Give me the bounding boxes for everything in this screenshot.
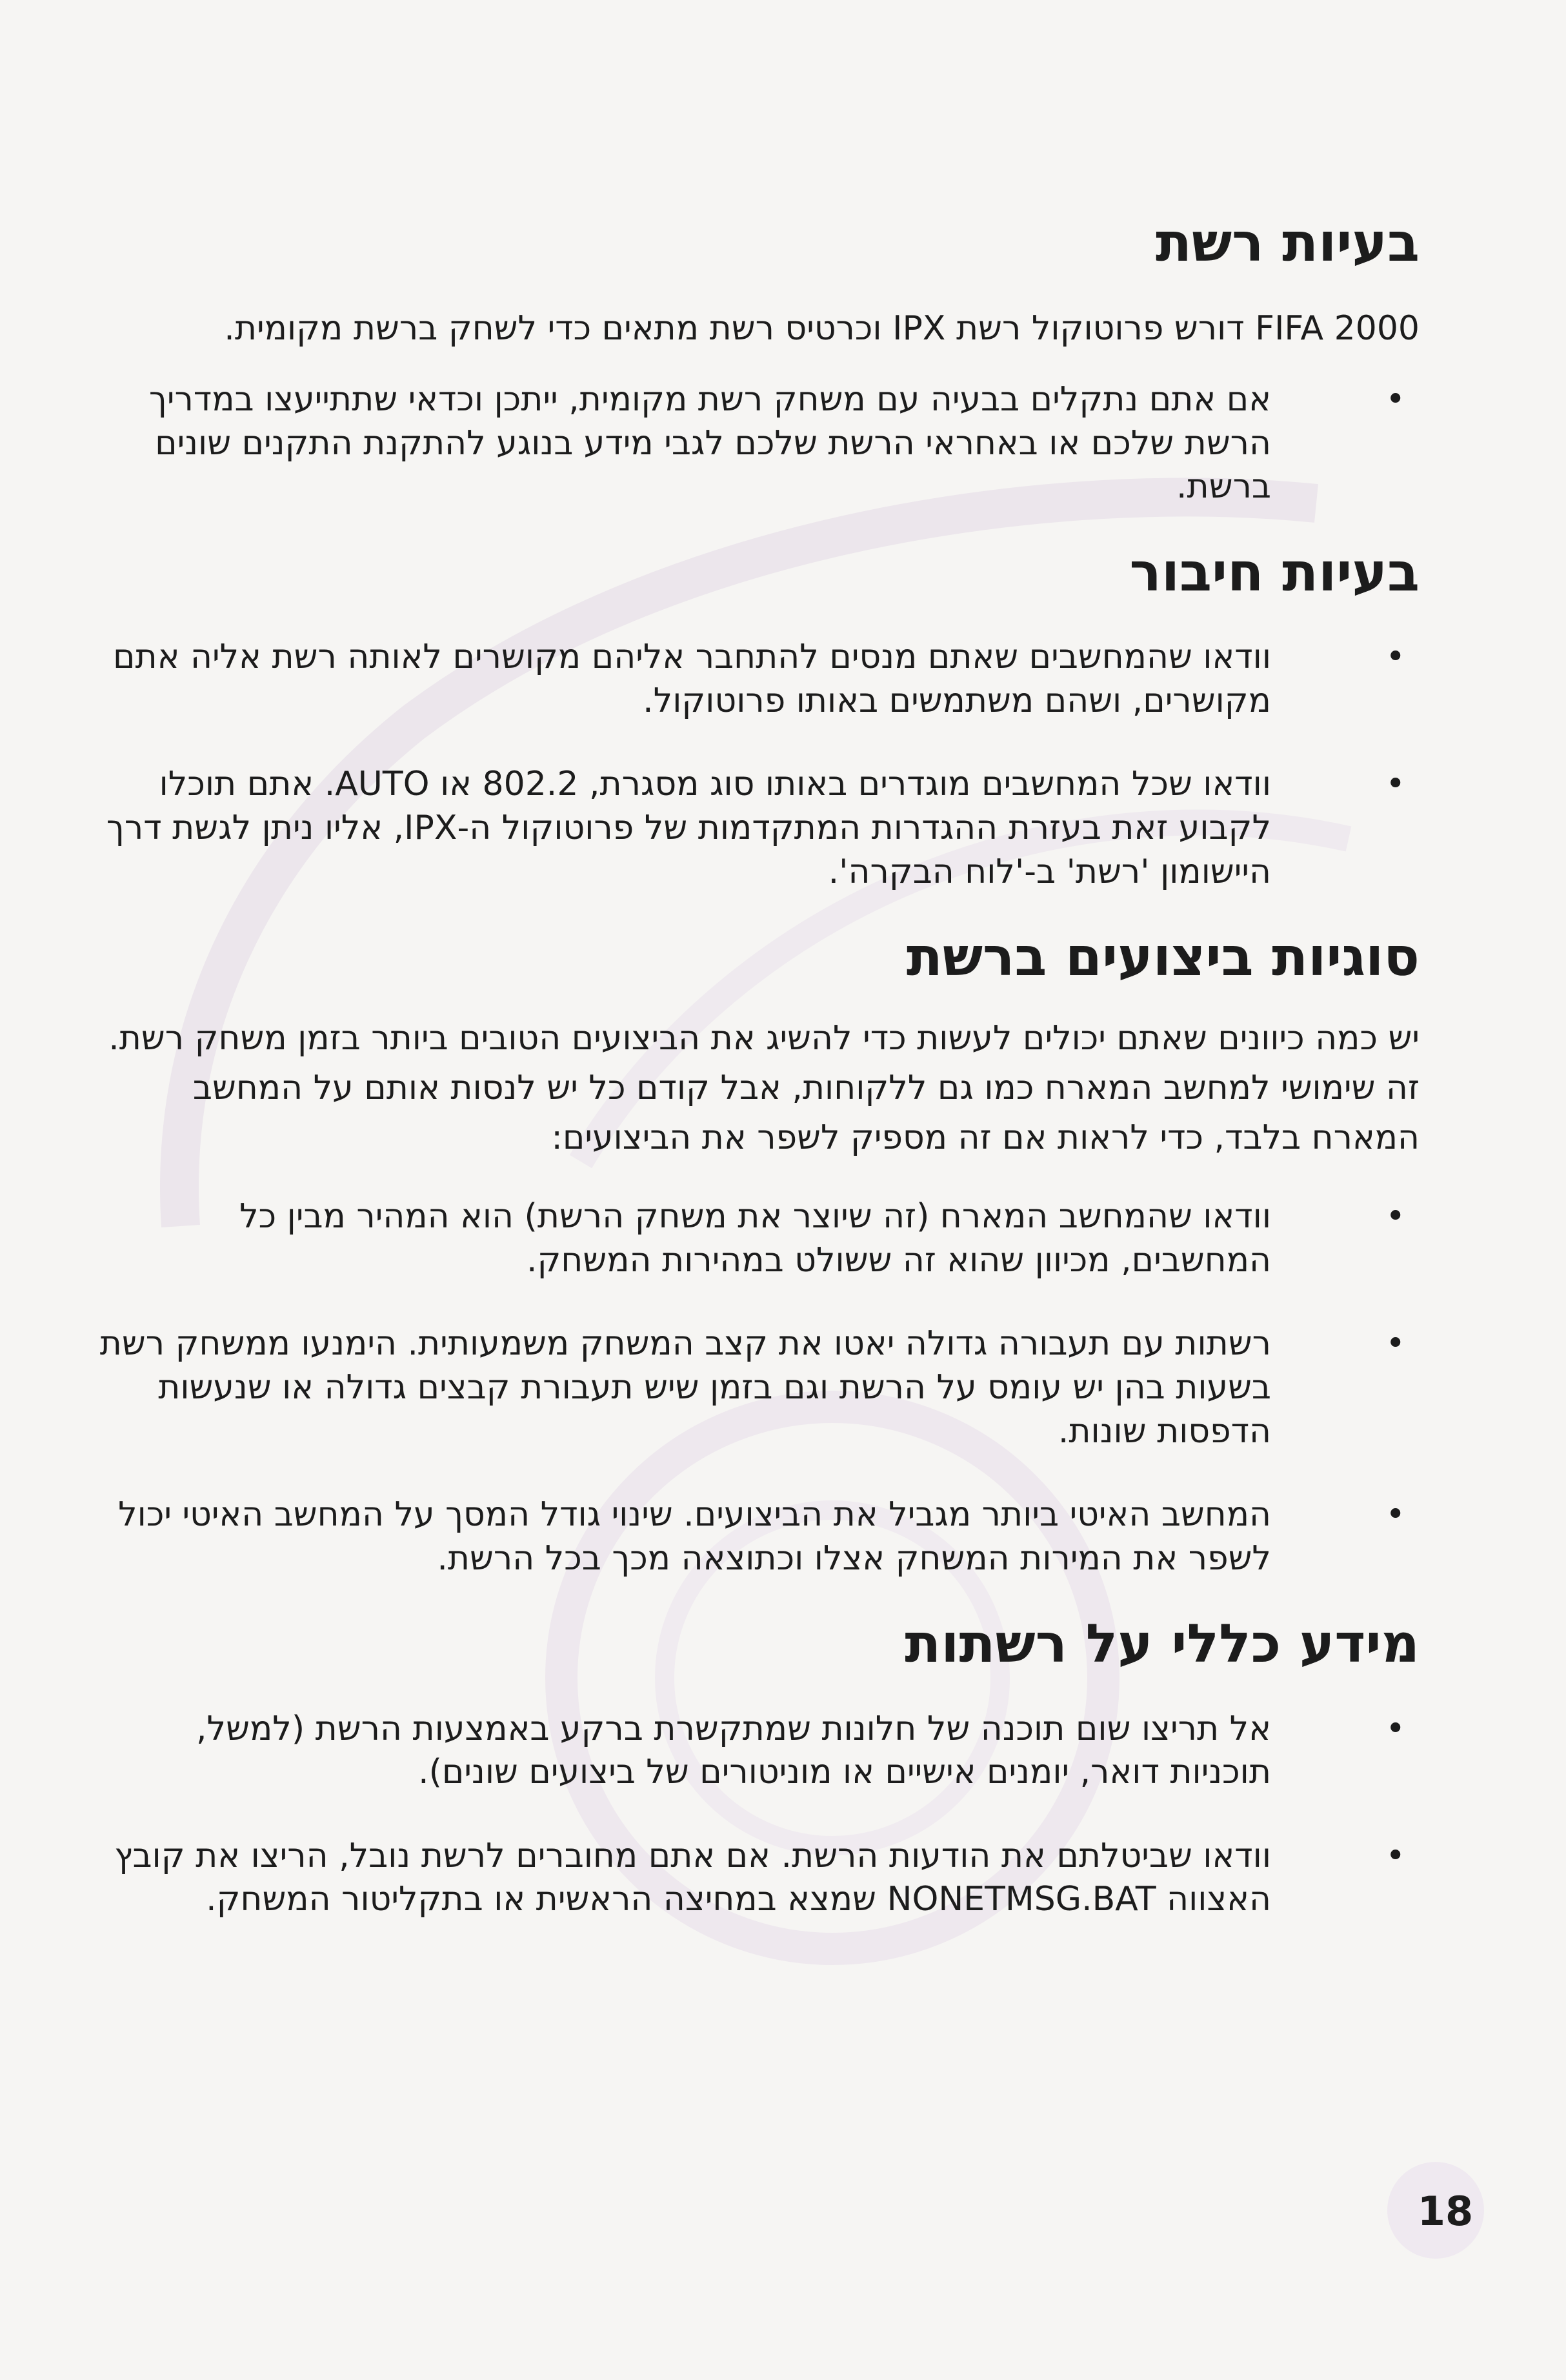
list-item bbox=[97, 1195, 1420, 1282]
list-item bbox=[97, 1835, 1420, 1922]
bullet-list-connection-problems bbox=[97, 636, 1420, 894]
section-heading-connection-problems: בעיות חיבור bbox=[1129, 541, 1420, 603]
bullet-marker: • bbox=[1385, 638, 1405, 677]
section-intro-network-problems: FIFA 2000 דורש פרוטוקול רשת IPX וכרטיס רשת מתאים כדי לשחק ברשת מקומית. bbox=[224, 309, 1420, 348]
list-item bbox=[97, 1322, 1420, 1453]
section-heading-network-performance: סוגיות ביצועים ברשת bbox=[906, 927, 1420, 989]
bullet-marker: • bbox=[1385, 380, 1405, 419]
section-heading-general-network-info: מידע כללי על רשתות bbox=[905, 1613, 1420, 1675]
list-item bbox=[97, 378, 1420, 509]
list-item-text: המחשב האיטי ביותר מגביל את הביצועים. שינוי גודל המסך על המחשב האיטי יכול לשפר את המירות המשחק אצלו וכתוצאה מכך בכל הרשת. bbox=[118, 1495, 1271, 1578]
list-item bbox=[97, 636, 1420, 723]
list-item bbox=[97, 763, 1420, 894]
bullet-marker: • bbox=[1385, 1197, 1405, 1236]
list-item-text: וודאו שכל המחשבים מוגדרים באותו סוג מסגרת, 802.2 או AUTO. אתם תוכלו לקבוע זאת בעזרת ההגדרות המתקדמות של פרוטוקול ה-IPX, אליו ניתן לגשת דרך היישומון 'רשת' ב-'לוח הבקרה'. bbox=[106, 765, 1271, 891]
bullet-list-network-problems bbox=[97, 378, 1420, 509]
list-item-text: וודאו שהמחשבים שאתם מנסים להתחבר אליהם מקושרים לאותה רשת אליה אתם מקושרים, ושהם משתמשים באותו פרוטוקול. bbox=[113, 638, 1271, 720]
section-heading-network-problems: בעיות רשת bbox=[1155, 212, 1420, 274]
bullet-list-network-performance bbox=[97, 1195, 1420, 1580]
bullet-marker: • bbox=[1385, 1495, 1405, 1535]
section-intro-network-performance: יש כמה כיוונים שאתם יכולים לעשות כדי להשיג את הביצועים הטובים ביותר בזמן משחק רשת. זה שימושי למחשב המארח כמו גם ללקוחות, אבל קודם כל יש לנסות אותם על המחשב המארח בלבד, כדי לראות אם זה מספיק לשפר את הביצועים: bbox=[108, 1019, 1420, 1158]
list-item-text: אל תריצו שום תוכנה של חלונות שמתקשרת ברקע באמצעות הרשת (למשל, תוכניות דואר, יומנים אישיים או מוניטורים של ביצועים שונים). bbox=[196, 1709, 1271, 1792]
list-item bbox=[97, 1493, 1420, 1580]
page-content bbox=[97, 213, 1420, 1962]
list-item-text: וודאו שביטלתם את הודעות הרשת. אם אתם מחוברים לרשת נובל, הריצו את קובץ האצווה NONETMSG.BAT שמצא במחיצה הראשית או בתקליטור המשחק. bbox=[114, 1836, 1271, 1919]
bullet-marker: • bbox=[1385, 765, 1405, 804]
page-number: 18 bbox=[1417, 2188, 1474, 2235]
list-item-text: וודאו שהמחשב המארח (זה שיוצר את משחק הרשת) הוא המהיר מבין כל המחשבים, מכיוון שהוא זה ששולט במהירות המשחק. bbox=[239, 1197, 1271, 1280]
list-item-text: אם אתם נתקלים בבעיה עם משחק רשת מקומית, ייתכן וכדאי שתתייעצו במדריך הרשת שלכם או באחראי הרשת שלכם לגבי מידע בנוגע להתקנת התקנים שונים ברשת. bbox=[148, 380, 1271, 507]
list-item bbox=[97, 1708, 1420, 1795]
bullet-list-general-network-info bbox=[97, 1708, 1420, 1922]
bullet-marker: • bbox=[1385, 1836, 1405, 1875]
bullet-marker: • bbox=[1385, 1709, 1405, 1748]
list-item-text: רשתות עם תעבורה גדולה יאטו את קצב המשחק משמעותית. הימנעו ממשחק רשת בשעות בהן יש עומס על הרשת וגם בזמן שיש תעבורת קבצים גדולה או שנעשות הדפסות שונות. bbox=[99, 1324, 1271, 1451]
bullet-marker: • bbox=[1385, 1324, 1405, 1364]
